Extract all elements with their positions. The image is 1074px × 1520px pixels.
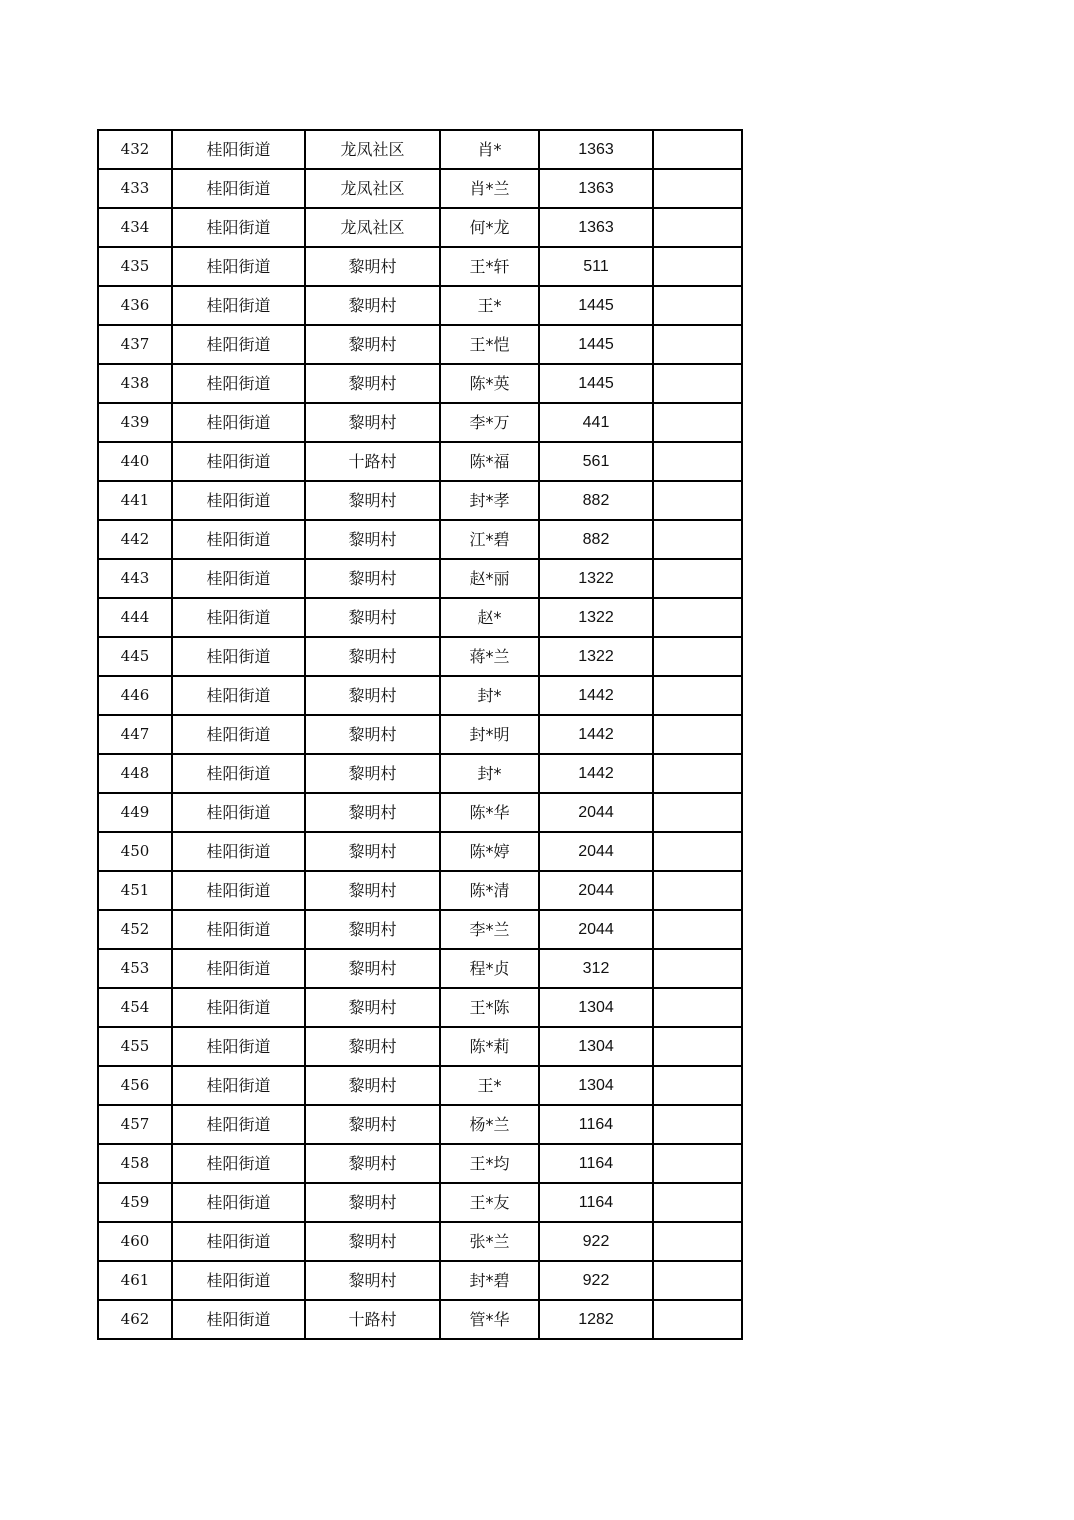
village-cell: 黎明村 [305,1144,440,1183]
street-cell: 桂阳街道 [172,676,305,715]
table-row [98,1300,742,1339]
amount-cell: 922 [539,1222,653,1261]
amount-cell: 882 [539,481,653,520]
person-name-cell: 赵* [440,598,539,637]
row-number-cell: 434 [98,208,172,247]
remark-cell [653,715,742,754]
row-number-cell: 455 [98,1027,172,1066]
amount-cell: 1304 [539,988,653,1027]
remark-cell [653,208,742,247]
street-cell: 桂阳街道 [172,364,305,403]
data-table [97,129,743,1340]
table-row [98,598,742,637]
remark-cell [653,754,742,793]
amount-cell: 1442 [539,676,653,715]
street-cell: 桂阳街道 [172,1300,305,1339]
street-cell: 桂阳街道 [172,286,305,325]
amount-cell: 922 [539,1261,653,1300]
table-row [98,559,742,598]
street-cell: 桂阳街道 [172,208,305,247]
village-cell: 黎明村 [305,676,440,715]
remark-cell [653,559,742,598]
row-number-cell: 439 [98,403,172,442]
remark-cell [653,325,742,364]
table-row [98,832,742,871]
street-cell: 桂阳街道 [172,832,305,871]
table-row [98,715,742,754]
person-name-cell: 肖* [440,130,539,169]
table-row [98,520,742,559]
village-cell: 黎明村 [305,1027,440,1066]
village-cell: 黎明村 [305,598,440,637]
amount-cell: 1164 [539,1105,653,1144]
street-cell: 桂阳街道 [172,754,305,793]
row-number-cell: 457 [98,1105,172,1144]
village-cell: 十路村 [305,442,440,481]
remark-cell [653,169,742,208]
person-name-cell: 张*兰 [440,1222,539,1261]
table-row [98,754,742,793]
remark-cell [653,637,742,676]
amount-cell: 1304 [539,1066,653,1105]
village-cell: 十路村 [305,1300,440,1339]
remark-cell [653,286,742,325]
remark-cell [653,403,742,442]
street-cell: 桂阳街道 [172,1144,305,1183]
person-name-cell: 陈*华 [440,793,539,832]
street-cell: 桂阳街道 [172,1027,305,1066]
remark-cell [653,130,742,169]
remark-cell [653,598,742,637]
village-cell: 黎明村 [305,286,440,325]
person-name-cell: 赵*丽 [440,559,539,598]
village-cell: 黎明村 [305,793,440,832]
village-cell: 黎明村 [305,1222,440,1261]
street-cell: 桂阳街道 [172,1105,305,1144]
row-number-cell: 435 [98,247,172,286]
village-cell: 黎明村 [305,559,440,598]
village-cell: 黎明村 [305,910,440,949]
person-name-cell: 封*碧 [440,1261,539,1300]
village-cell: 黎明村 [305,1261,440,1300]
amount-cell: 1363 [539,208,653,247]
person-name-cell: 江*碧 [440,520,539,559]
table-row [98,1261,742,1300]
row-number-cell: 446 [98,676,172,715]
person-name-cell: 王*轩 [440,247,539,286]
row-number-cell: 438 [98,364,172,403]
table-row [98,949,742,988]
village-cell: 黎明村 [305,754,440,793]
table-row [98,364,742,403]
street-cell: 桂阳街道 [172,910,305,949]
village-cell: 黎明村 [305,247,440,286]
row-number-cell: 460 [98,1222,172,1261]
remark-cell [653,520,742,559]
street-cell: 桂阳街道 [172,715,305,754]
row-number-cell: 452 [98,910,172,949]
street-cell: 桂阳街道 [172,637,305,676]
person-name-cell: 封* [440,754,539,793]
street-cell: 桂阳街道 [172,1222,305,1261]
person-name-cell: 陈*清 [440,871,539,910]
row-number-cell: 450 [98,832,172,871]
row-number-cell: 440 [98,442,172,481]
street-cell: 桂阳街道 [172,871,305,910]
amount-cell: 441 [539,403,653,442]
village-cell: 黎明村 [305,832,440,871]
person-name-cell: 肖*兰 [440,169,539,208]
street-cell: 桂阳街道 [172,1183,305,1222]
person-name-cell: 杨*兰 [440,1105,539,1144]
amount-cell: 1164 [539,1144,653,1183]
row-number-cell: 462 [98,1300,172,1339]
row-number-cell: 441 [98,481,172,520]
table-row [98,910,742,949]
remark-cell [653,481,742,520]
row-number-cell: 448 [98,754,172,793]
table-row [98,988,742,1027]
amount-cell: 1304 [539,1027,653,1066]
row-number-cell: 443 [98,559,172,598]
row-number-cell: 454 [98,988,172,1027]
remark-cell [653,988,742,1027]
amount-cell: 1363 [539,130,653,169]
table-row [98,871,742,910]
street-cell: 桂阳街道 [172,1261,305,1300]
amount-cell: 882 [539,520,653,559]
row-number-cell: 459 [98,1183,172,1222]
street-cell: 桂阳街道 [172,793,305,832]
amount-cell: 2044 [539,832,653,871]
person-name-cell: 管*华 [440,1300,539,1339]
table-row [98,247,742,286]
remark-cell [653,676,742,715]
table-row [98,403,742,442]
row-number-cell: 449 [98,793,172,832]
amount-cell: 2044 [539,871,653,910]
row-number-cell: 445 [98,637,172,676]
village-cell: 黎明村 [305,988,440,1027]
street-cell: 桂阳街道 [172,481,305,520]
amount-cell: 511 [539,247,653,286]
person-name-cell: 王* [440,1066,539,1105]
amount-cell: 1445 [539,325,653,364]
amount-cell: 1322 [539,637,653,676]
remark-cell [653,1261,742,1300]
table-row [98,481,742,520]
village-cell: 龙凤社区 [305,130,440,169]
table-row [98,1027,742,1066]
person-name-cell: 李*兰 [440,910,539,949]
amount-cell: 1282 [539,1300,653,1339]
table-row [98,442,742,481]
table-row [98,208,742,247]
village-cell: 黎明村 [305,637,440,676]
row-number-cell: 451 [98,871,172,910]
street-cell: 桂阳街道 [172,559,305,598]
person-name-cell: 陈*婷 [440,832,539,871]
table-row [98,130,742,169]
remark-cell [653,1300,742,1339]
remark-cell [653,1183,742,1222]
remark-cell [653,364,742,403]
table-row [98,1144,742,1183]
row-number-cell: 442 [98,520,172,559]
person-name-cell: 何*龙 [440,208,539,247]
village-cell: 黎明村 [305,715,440,754]
person-name-cell: 李*万 [440,403,539,442]
amount-cell: 1322 [539,559,653,598]
table-row [98,169,742,208]
row-number-cell: 453 [98,949,172,988]
remark-cell [653,1105,742,1144]
table-row [98,325,742,364]
amount-cell: 561 [539,442,653,481]
street-cell: 桂阳街道 [172,130,305,169]
table-body [98,130,742,1339]
remark-cell [653,1027,742,1066]
amount-cell: 312 [539,949,653,988]
row-number-cell: 436 [98,286,172,325]
person-name-cell: 陈*莉 [440,1027,539,1066]
street-cell: 桂阳街道 [172,598,305,637]
row-number-cell: 461 [98,1261,172,1300]
amount-cell: 2044 [539,793,653,832]
person-name-cell: 王*恺 [440,325,539,364]
amount-cell: 1363 [539,169,653,208]
street-cell: 桂阳街道 [172,325,305,364]
remark-cell [653,949,742,988]
amount-cell: 1322 [539,598,653,637]
amount-cell: 1445 [539,286,653,325]
person-name-cell: 蒋*兰 [440,637,539,676]
street-cell: 桂阳街道 [172,1066,305,1105]
person-name-cell: 王*均 [440,1144,539,1183]
person-name-cell: 陈*英 [440,364,539,403]
remark-cell [653,910,742,949]
village-cell: 黎明村 [305,364,440,403]
street-cell: 桂阳街道 [172,988,305,1027]
remark-cell [653,871,742,910]
person-name-cell: 王* [440,286,539,325]
row-number-cell: 432 [98,130,172,169]
street-cell: 桂阳街道 [172,169,305,208]
remark-cell [653,442,742,481]
person-name-cell: 陈*福 [440,442,539,481]
row-number-cell: 437 [98,325,172,364]
amount-cell: 1164 [539,1183,653,1222]
table-row [98,286,742,325]
amount-cell: 1445 [539,364,653,403]
street-cell: 桂阳街道 [172,442,305,481]
amount-cell: 1442 [539,715,653,754]
village-cell: 黎明村 [305,481,440,520]
person-name-cell: 封* [440,676,539,715]
row-number-cell: 444 [98,598,172,637]
street-cell: 桂阳街道 [172,247,305,286]
table-row [98,1105,742,1144]
table-row [98,676,742,715]
table-row [98,793,742,832]
street-cell: 桂阳街道 [172,520,305,559]
row-number-cell: 447 [98,715,172,754]
table-row [98,637,742,676]
village-cell: 黎明村 [305,520,440,559]
table-row [98,1183,742,1222]
village-cell: 黎明村 [305,1105,440,1144]
row-number-cell: 458 [98,1144,172,1183]
person-name-cell: 王*友 [440,1183,539,1222]
remark-cell [653,247,742,286]
amount-cell: 1442 [539,754,653,793]
table-row [98,1066,742,1105]
street-cell: 桂阳街道 [172,403,305,442]
village-cell: 黎明村 [305,325,440,364]
street-cell: 桂阳街道 [172,949,305,988]
village-cell: 黎明村 [305,1066,440,1105]
person-name-cell: 封*孝 [440,481,539,520]
remark-cell [653,1066,742,1105]
amount-cell: 2044 [539,910,653,949]
person-name-cell: 封*明 [440,715,539,754]
remark-cell [653,1222,742,1261]
village-cell: 黎明村 [305,871,440,910]
remark-cell [653,793,742,832]
remark-cell [653,832,742,871]
table-row [98,1222,742,1261]
person-name-cell: 程*贞 [440,949,539,988]
row-number-cell: 433 [98,169,172,208]
village-cell: 黎明村 [305,949,440,988]
remark-cell [653,1144,742,1183]
person-name-cell: 王*陈 [440,988,539,1027]
row-number-cell: 456 [98,1066,172,1105]
village-cell: 黎明村 [305,1183,440,1222]
village-cell: 黎明村 [305,403,440,442]
village-cell: 龙凤社区 [305,169,440,208]
village-cell: 龙凤社区 [305,208,440,247]
